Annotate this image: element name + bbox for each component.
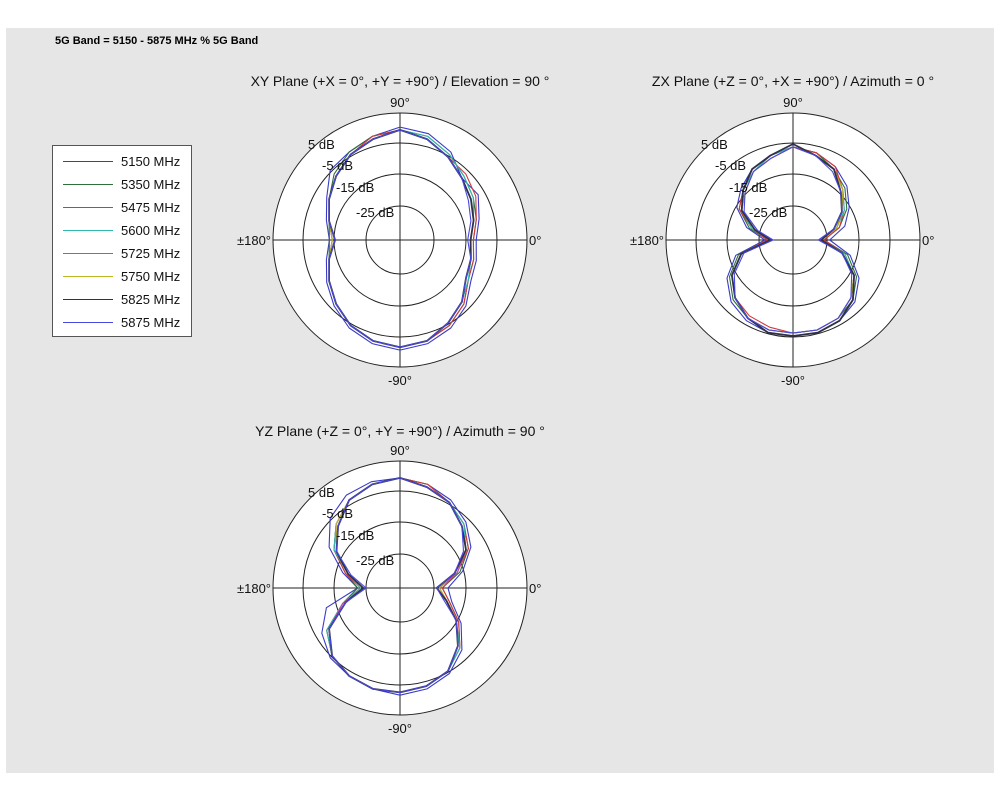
legend-label: 5750 MHz: [121, 269, 181, 284]
legend-swatch: [63, 276, 113, 277]
legend-item: [53, 196, 191, 219]
polar-plot-yz: [230, 418, 570, 758]
legend-label: 5875 MHz: [121, 315, 181, 330]
legend-item: [53, 242, 191, 265]
angle-label-right: 0°: [529, 233, 542, 248]
angle-label-bottom: -90°: [388, 721, 412, 736]
legend-swatch: [63, 299, 113, 300]
ring-label: -5 dB: [322, 158, 354, 173]
angle-label-top: 90°: [390, 95, 410, 110]
legend-label: 5600 MHz: [121, 223, 181, 238]
legend-swatch: [63, 207, 113, 208]
angle-label-bottom: -90°: [388, 373, 412, 388]
legend-swatch: [63, 184, 113, 185]
angle-label-right: 0°: [922, 233, 935, 248]
legend-item: [53, 219, 191, 242]
angle-label-left: ±180°: [629, 233, 664, 248]
legend-label: 5350 MHz: [121, 177, 181, 192]
ring-label: -25 dB: [356, 205, 395, 220]
legend-item: [53, 311, 191, 334]
angle-label-left: ±180°: [236, 581, 271, 596]
legend-swatch: [63, 322, 113, 323]
angle-label-bottom: -90°: [781, 373, 805, 388]
legend-label: 5725 MHz: [121, 246, 181, 261]
ring-label: 5 dB: [308, 137, 335, 152]
legend-swatch: [63, 253, 113, 254]
figure-header: 5G Band = 5150 - 5875 MHz % 5G Band: [55, 35, 259, 47]
polar-plot-xy: [230, 70, 570, 410]
legend-swatch: [63, 161, 113, 162]
angle-label-top: 90°: [783, 95, 803, 110]
ring-label: -15 dB: [336, 528, 375, 543]
ring-label: -25 dB: [749, 205, 788, 220]
legend-item: [53, 265, 191, 288]
legend-item: [53, 173, 191, 196]
ring-label: -15 dB: [336, 180, 375, 195]
ring-label: 5 dB: [701, 137, 728, 152]
ring-label: -15 dB: [729, 180, 768, 195]
legend-swatch: [63, 230, 113, 231]
legend-label: 5150 MHz: [121, 154, 181, 169]
ring-label: -25 dB: [356, 553, 395, 568]
plot-title-xy: XY Plane (+X = 0°, +Y = +90°) / Elevation = 90 °: [250, 73, 550, 89]
legend-item: [53, 150, 191, 173]
ring-label: -5 dB: [715, 158, 747, 173]
legend: [52, 145, 192, 337]
plot-title-zx: ZX Plane (+Z = 0°, +X = +90°) / Azimuth = 0 °: [651, 73, 935, 89]
legend-item: [53, 288, 191, 311]
angle-label-left: ±180°: [236, 233, 271, 248]
legend-label: 5825 MHz: [121, 292, 181, 307]
angle-label-top: 90°: [390, 443, 410, 458]
plot-title-yz: YZ Plane (+Z = 0°, +Y = +90°) / Azimuth = 90 °: [255, 423, 545, 439]
angle-label-right: 0°: [529, 581, 542, 596]
legend-label: 5475 MHz: [121, 200, 181, 215]
ring-label: -5 dB: [322, 506, 354, 521]
ring-label: 5 dB: [308, 485, 335, 500]
polar-plot-zx: [623, 70, 963, 410]
